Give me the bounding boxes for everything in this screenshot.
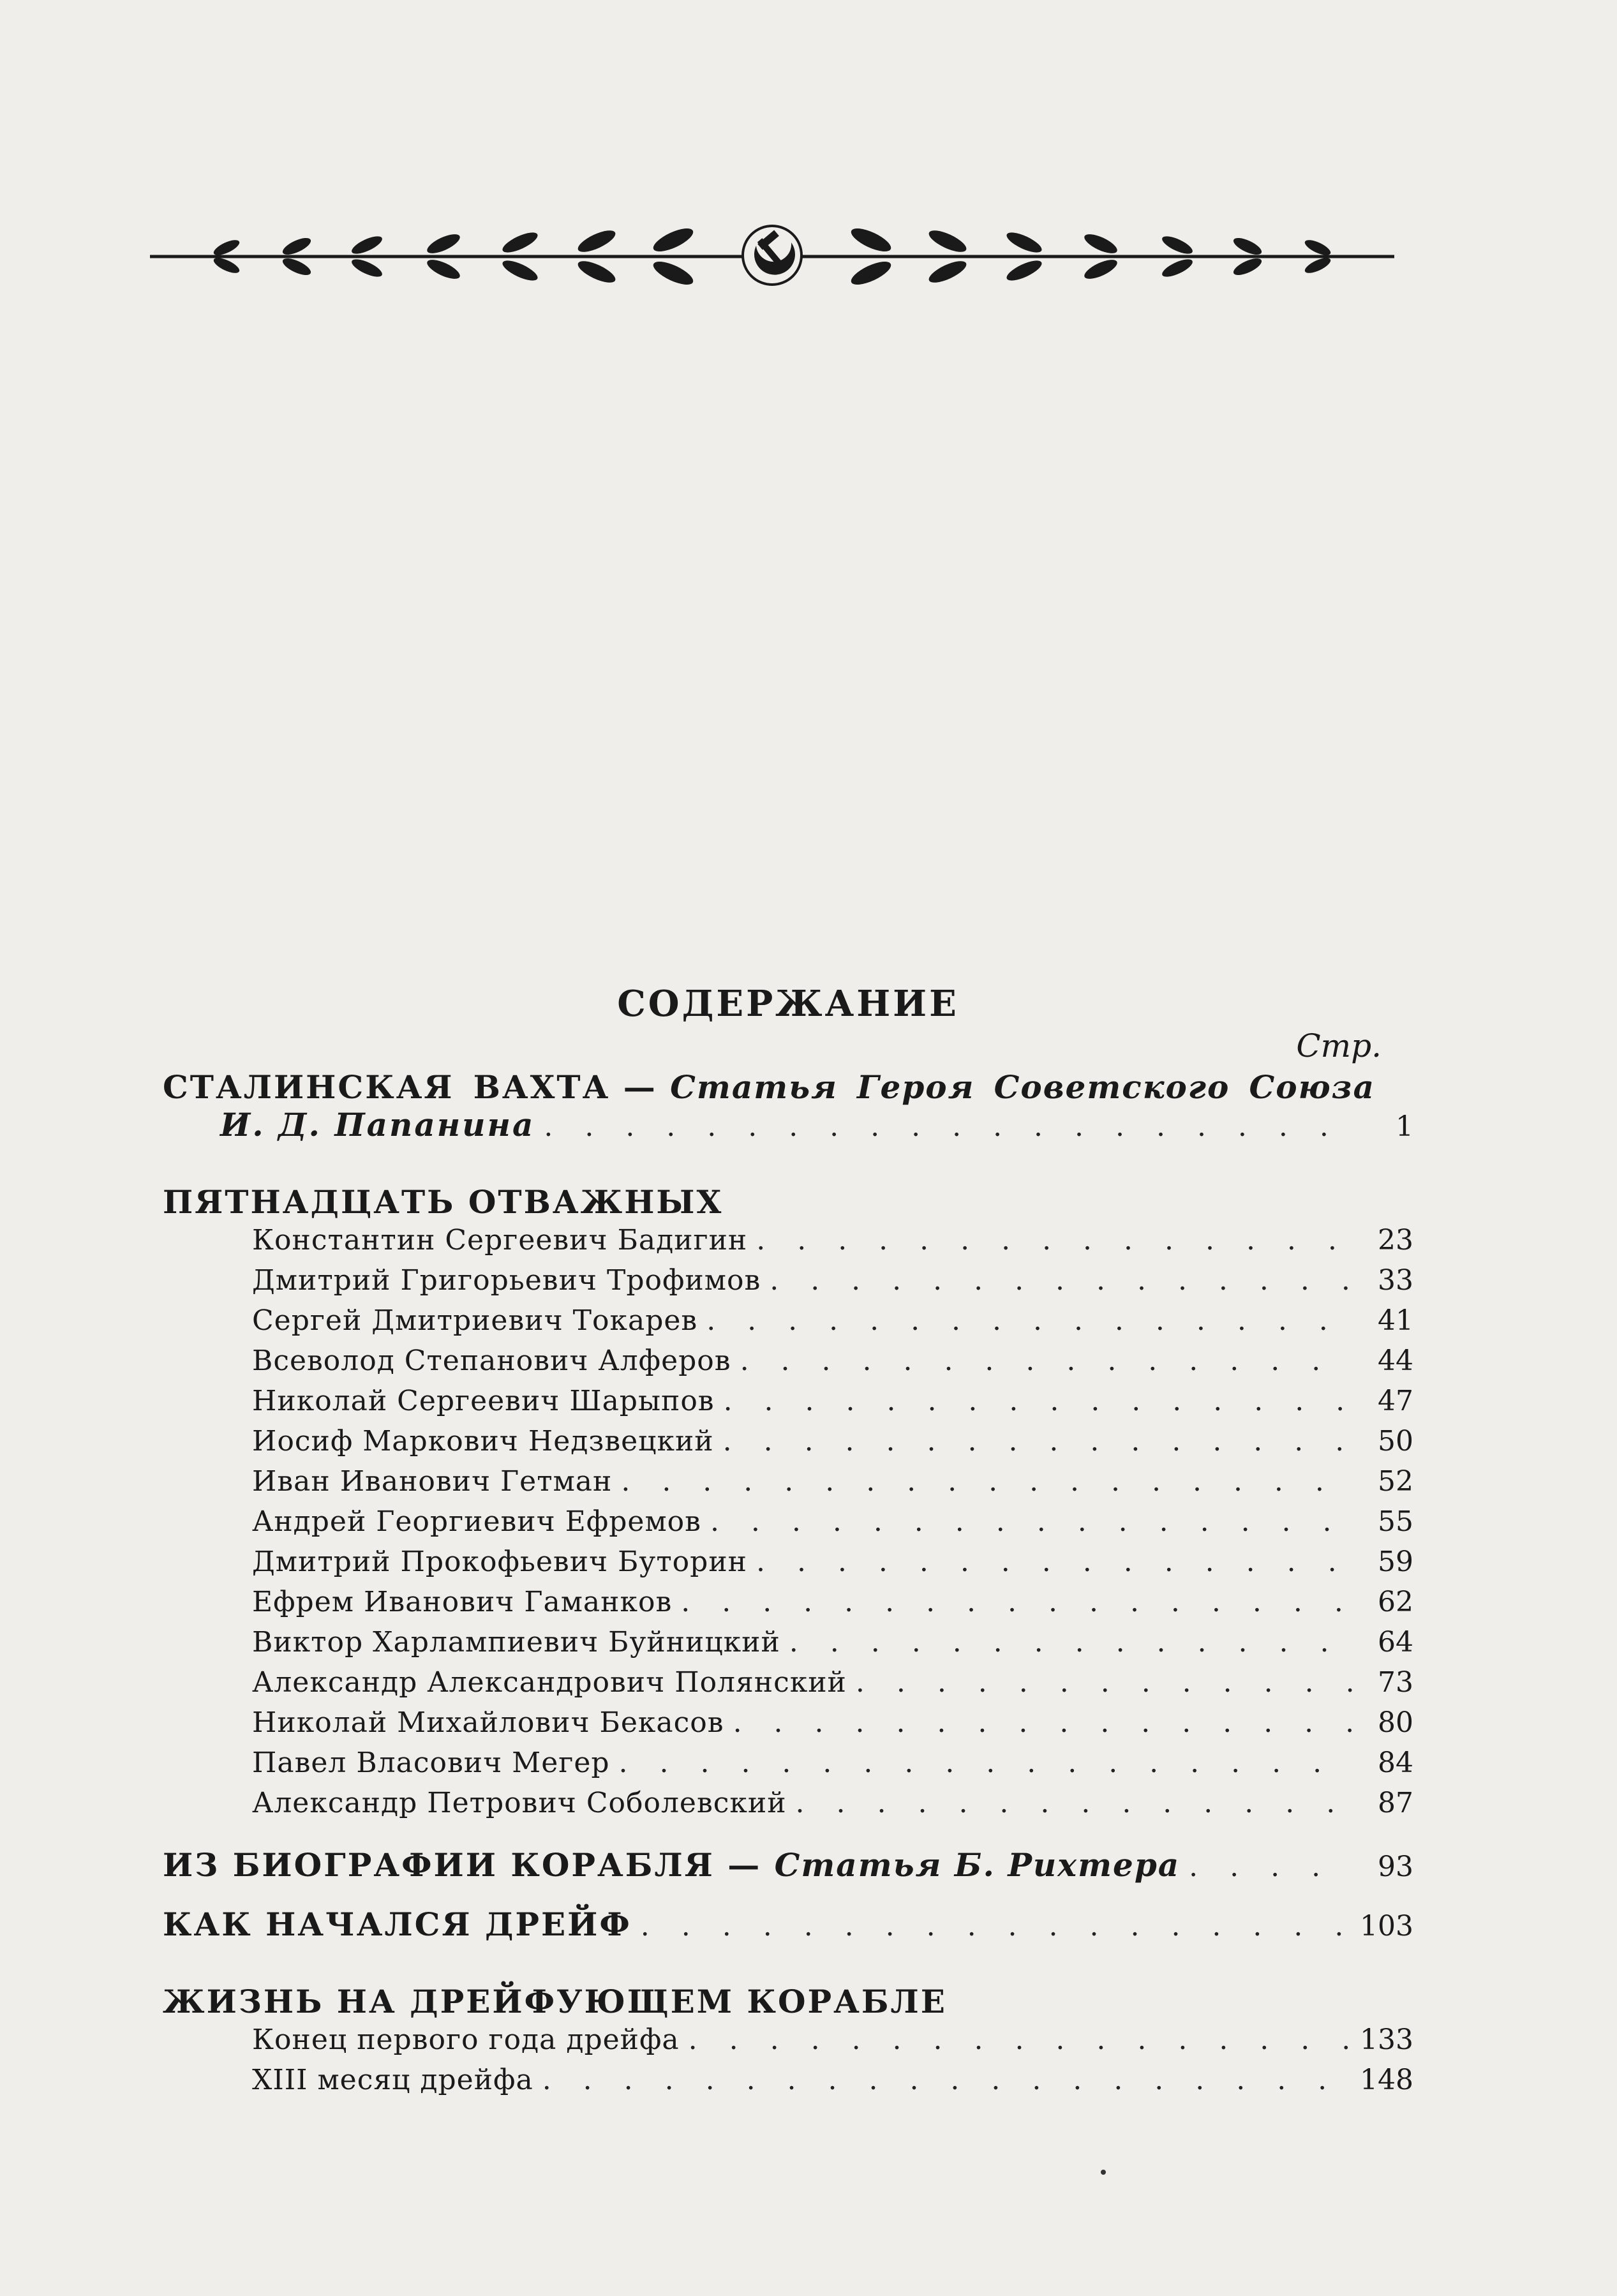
toc-title: СОДЕРЖАНИЕ [617, 983, 959, 1025]
toc-entry [163, 2024, 1413, 2064]
toc-entry [163, 1546, 1413, 1586]
toc-entry [163, 1465, 1413, 1505]
entry-title: Александр Петрович Соболевский [252, 1787, 787, 1819]
entry-title: Павел Власович Мегер [252, 1747, 610, 1779]
leader-dots [689, 2024, 1351, 2056]
toc-entry [163, 1586, 1413, 1626]
entry-title: Николай Михайлович Бекасов [252, 1706, 724, 1739]
page-number: 133 [1360, 2024, 1413, 2056]
page-number: 73 [1378, 1666, 1413, 1699]
leader-dots [710, 1505, 1353, 1538]
leader-dots [641, 1910, 1351, 1942]
page-number: 44 [1378, 1345, 1413, 1377]
section-heading: ПЯТНАДЦАТЬ ОТВАЖНЫХ [163, 1183, 724, 1221]
toc-entry [163, 1385, 1413, 1425]
leader-dots [789, 1626, 1353, 1659]
entry-title: Александр Александрович Полянский [252, 1666, 847, 1699]
leader-dots [756, 1224, 1353, 1256]
leader-dots [619, 1747, 1353, 1779]
page-number: 59 [1378, 1546, 1413, 1578]
leader-dots [770, 1264, 1353, 1297]
leader-dots [740, 1345, 1353, 1377]
page-number: 84 [1378, 1747, 1413, 1779]
leader-dots [723, 1425, 1353, 1457]
page-number: 47 [1378, 1385, 1413, 1417]
page-number: 1 [1396, 1110, 1413, 1143]
page-number: 62 [1378, 1586, 1413, 1618]
entry-title: Конец первого года дрейфа [252, 2024, 680, 2056]
entry-title: Андрей Георгиевич Ефремов [252, 1505, 701, 1538]
entry-title: Иван Иванович Гетман [252, 1465, 613, 1498]
toc-entry [163, 1304, 1413, 1345]
page-number: 41 [1378, 1304, 1413, 1337]
leader-dots [796, 1787, 1353, 1819]
page-number: 52 [1378, 1465, 1413, 1498]
table-of-contents [163, 983, 1413, 2104]
entry-title: Константин Сергеевич Бадигин [252, 1224, 748, 1256]
leader-dots [542, 2064, 1351, 2096]
entry-title: Николай Сергеевич Шарыпов [252, 1385, 715, 1417]
page-number: 93 [1378, 1851, 1413, 1883]
toc-entry [163, 1505, 1413, 1546]
page-number: 50 [1378, 1425, 1413, 1457]
toc-entry [163, 1425, 1413, 1465]
entry-title: Дмитрий Григорьевич Трофимов [252, 1264, 761, 1297]
leader-dots [544, 1110, 1353, 1143]
page-number: 33 [1378, 1264, 1413, 1297]
entry-title: Дмитрий Прокофьевич Буторин [252, 1546, 747, 1578]
leader-dots [681, 1586, 1353, 1618]
leader-dots [724, 1385, 1353, 1417]
toc-entry [163, 1345, 1413, 1385]
toc-entry [163, 1706, 1413, 1747]
entry-title: Ефрем Иванович Гаманков [252, 1586, 673, 1618]
leader-dots [706, 1304, 1353, 1337]
toc-intro-line1: СТАЛИНСКАЯ ВАХТА — Статья Героя Советского Союза [163, 1068, 1375, 1106]
entry-title: Иосиф Маркович Недзвецкий [252, 1425, 714, 1457]
entry-title: Сергей Дмитриевич Токарев [252, 1304, 698, 1337]
page-column-header: Стр. [1296, 1027, 1382, 1064]
toc-entry [163, 1626, 1413, 1666]
print-speck [1101, 2170, 1106, 2175]
hammer-sickle-icon [743, 226, 801, 285]
toc-entry [163, 1224, 1413, 1264]
toc-entry [163, 1787, 1413, 1827]
section4-entries [163, 2024, 1413, 2104]
toc-entry-ship-biography: ИЗ БИОГРАФИИ КОРАБЛЯ — Статья Б. Рихтера . . . 93 [163, 1846, 1413, 1886]
toc-intro-line2: И. Д. Папанина . . . 1 [163, 1106, 1413, 1146]
section-heading: ЖИЗНЬ НА ДРЕЙФУЮЩЕМ КОРАБЛЕ [163, 1983, 947, 2020]
entry-title: Всеволод Степанович Алферов [252, 1345, 731, 1377]
leader-dots [756, 1546, 1353, 1578]
entry-title: Виктор Харлампиевич Буйницкий [252, 1626, 780, 1659]
page-number: 80 [1378, 1706, 1413, 1739]
page-number: 87 [1378, 1787, 1413, 1819]
entry-title: XIII месяц дрейфа [252, 2064, 533, 2096]
leader-dots [621, 1465, 1353, 1498]
toc-entry [163, 1747, 1413, 1787]
page-number: 23 [1378, 1224, 1413, 1256]
section1-entries [163, 1224, 1413, 1827]
laurel-ornament [150, 217, 1394, 294]
page-number: 55 [1378, 1505, 1413, 1538]
toc-entry-drift-start: КАК НАЧАЛСЯ ДРЕЙФ . . . 103 [163, 1905, 1413, 1946]
page-number: 103 [1360, 1910, 1413, 1942]
toc-entry [163, 2064, 1413, 2104]
page-number: 148 [1360, 2064, 1413, 2096]
leader-dots [1189, 1851, 1353, 1883]
leader-dots [856, 1666, 1353, 1699]
toc-entry [163, 1666, 1413, 1706]
leader-dots [733, 1706, 1353, 1739]
page-number: 64 [1378, 1626, 1413, 1659]
toc-entry [163, 1264, 1413, 1304]
